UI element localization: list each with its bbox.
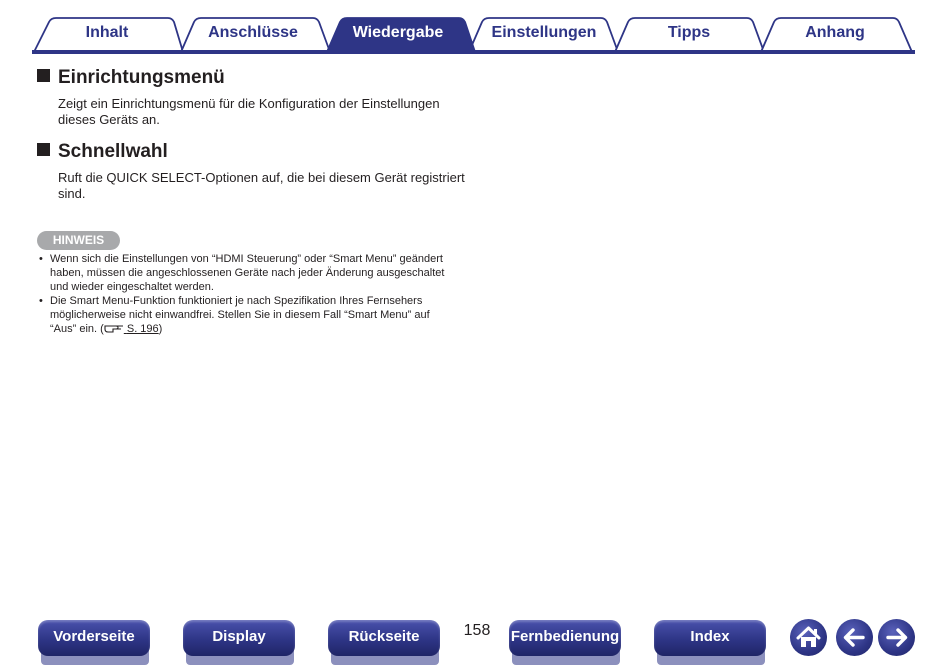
section-body-schnellwahl [58, 170, 468, 202]
body-line: dieses Geräts an. [58, 112, 160, 127]
note-text: ) [158, 323, 163, 335]
top-navigation-tabs [0, 0, 950, 60]
section-title-schnellwahl [37, 140, 168, 164]
tab-baseline [32, 50, 915, 54]
square-bullet-icon [37, 143, 50, 156]
tab-einstellungen[interactable]: Einstellungen [491, 24, 597, 41]
next-page-button[interactable] [878, 619, 915, 656]
tab-anhang[interactable]: Anhang [805, 24, 865, 41]
note-item [37, 252, 462, 294]
index-button[interactable]: Index [654, 620, 766, 656]
home-button[interactable] [790, 619, 827, 656]
note-line: möglicherweise nicht einwandfrei. Stellen Sie in diesem Fall “Smart Menu” auf [50, 309, 430, 321]
note-line: Die Smart Menu-Funktion funktioniert je nach Spezifikation Ihres Fernsehers [50, 295, 423, 307]
arrow-right-icon [878, 619, 915, 656]
arrow-left-icon [836, 619, 873, 656]
home-icon [790, 619, 827, 656]
previous-page-button[interactable] [836, 619, 873, 656]
note-badge: HINWEIS [37, 231, 120, 250]
note-list [37, 252, 462, 336]
page-reference-text: S. 196 [126, 323, 159, 335]
body-line: sind. [58, 186, 86, 201]
note-text: “Aus” ein. ( [50, 323, 104, 335]
section-title-text: Einrichtungsmenü [58, 67, 225, 88]
pointing-hand-icon [104, 323, 124, 334]
section-title-einrichtungsmenue [37, 66, 225, 90]
front-panel-button[interactable]: Vorderseite [38, 620, 150, 656]
body-line: Ruft die QUICK SELECT-Optionen auf, die bei diesem Gerät registriert [58, 170, 465, 185]
square-bullet-icon [37, 69, 50, 82]
body-line: Zeigt ein Einrichtungsmenü für die Konfiguration der Einstellungen [58, 96, 440, 111]
tab-tipps[interactable]: Tipps [667, 24, 711, 41]
page-reference-link[interactable] [104, 323, 159, 335]
bullet-icon: • [39, 295, 43, 307]
note-line: und wieder eingeschaltet werden. [50, 281, 214, 293]
tab-inhalt[interactable]: Inhalt [85, 24, 129, 41]
note-line: haben, müssen die angeschlossenen Geräte nach jeder Änderung ausgeschaltet [50, 267, 445, 279]
display-button[interactable]: Display [183, 620, 295, 656]
note-item [37, 294, 462, 336]
rear-panel-button[interactable]: Rückseite [328, 620, 440, 656]
remote-control-button[interactable]: Fernbedienung [509, 620, 621, 656]
page-number: 158 [463, 622, 491, 639]
note-line-with-reference [50, 322, 462, 336]
tab-wiedergabe[interactable]: Wiedergabe [352, 24, 444, 41]
section-title-text: Schnellwahl [58, 141, 168, 162]
tab-anschluesse[interactable]: Anschlüsse [208, 24, 298, 41]
note-line: Wenn sich die Einstellungen von “HDMI Steuerung” oder “Smart Menu” geändert [50, 253, 443, 265]
section-body-einrichtungsmenue [58, 96, 468, 128]
bullet-icon: • [39, 253, 43, 265]
